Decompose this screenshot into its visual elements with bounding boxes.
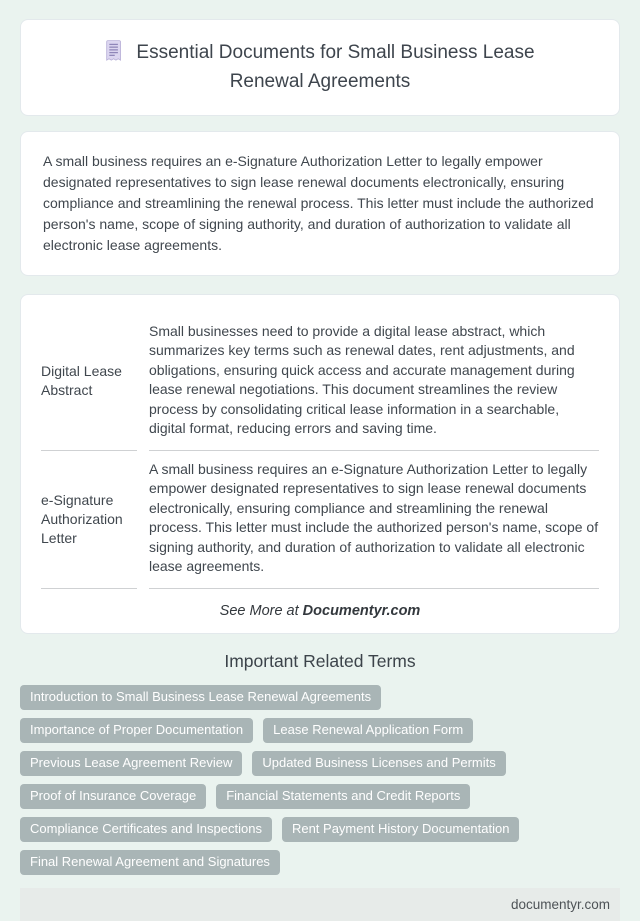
related-term-tag[interactable]: Importance of Proper Documentation xyxy=(20,718,253,743)
title-card xyxy=(20,19,620,116)
documents-card xyxy=(20,294,620,634)
related-term-tag[interactable]: Updated Business Licenses and Permits xyxy=(252,751,505,776)
footer-bar xyxy=(20,888,620,921)
intro-card xyxy=(20,131,620,276)
page-title-text: Essential Documents for Small Business Lease Renewal Agreements xyxy=(136,42,535,93)
page xyxy=(20,19,620,921)
document-description: Small businesses need to provide a digital lease abstract, which summarizes key terms such as renewal dates, rent adjustments, and obligations, ensuring quick access and accurate management during lease renewal negotiations. This document streamlines the review process by consolidating critical lease information in a searchable, digital format, reducing errors and saving time. xyxy=(149,313,599,451)
related-term-tag[interactable]: Financial Statements and Credit Reports xyxy=(216,784,470,809)
document-term-label: e-Signature Authorization Letter xyxy=(41,491,123,546)
page-title xyxy=(68,38,573,97)
see-more-site-link[interactable]: Documentyr.com xyxy=(302,602,421,619)
document-term xyxy=(41,451,137,589)
document-term-label: Digital Lease Abstract xyxy=(41,363,122,399)
document-term xyxy=(41,313,137,451)
footer-site-label: documentyr.com xyxy=(510,896,610,912)
intro-text: A small business requires an e-Signature Authorization Letter to legally empower designated representatives to sign lease renewal documents electronically, ensuring compliance and streamlining the renewal process. This letter must include the authorized person's name, scope of signing authority, and duration of authorization to validate all electronic lease agreements. xyxy=(43,152,594,253)
receipt-icon xyxy=(105,40,122,61)
related-term-tag[interactable]: Compliance Certificates and Inspections xyxy=(20,817,272,842)
related-term-tag[interactable]: Final Renewal Agreement and Signatures xyxy=(20,850,280,875)
related-term-tag[interactable]: Rent Payment History Documentation xyxy=(282,817,519,842)
see-more-text: See More at xyxy=(219,602,303,619)
see-more-line xyxy=(41,603,599,619)
related-term-tag[interactable]: Lease Renewal Application Form xyxy=(263,718,473,743)
related-term-tag[interactable]: Proof of Insurance Coverage xyxy=(20,784,206,809)
documents-table xyxy=(41,313,599,589)
related-terms-list xyxy=(20,685,620,875)
related-term-tag[interactable]: Introduction to Small Business Lease Renewal Agreements xyxy=(20,685,381,710)
related-term-tag[interactable]: Previous Lease Agreement Review xyxy=(20,751,242,776)
document-description: A small business requires an e-Signature Authorization Letter to legally empower designated representatives to sign lease renewal documents electronically, ensuring compliance and streamlining the renewal process. This letter must include the authorized person's name, scope of signing authority, and duration of authorization to validate all electronic lease agreements. xyxy=(149,451,599,589)
related-terms-heading: Important Related Terms xyxy=(224,650,416,671)
